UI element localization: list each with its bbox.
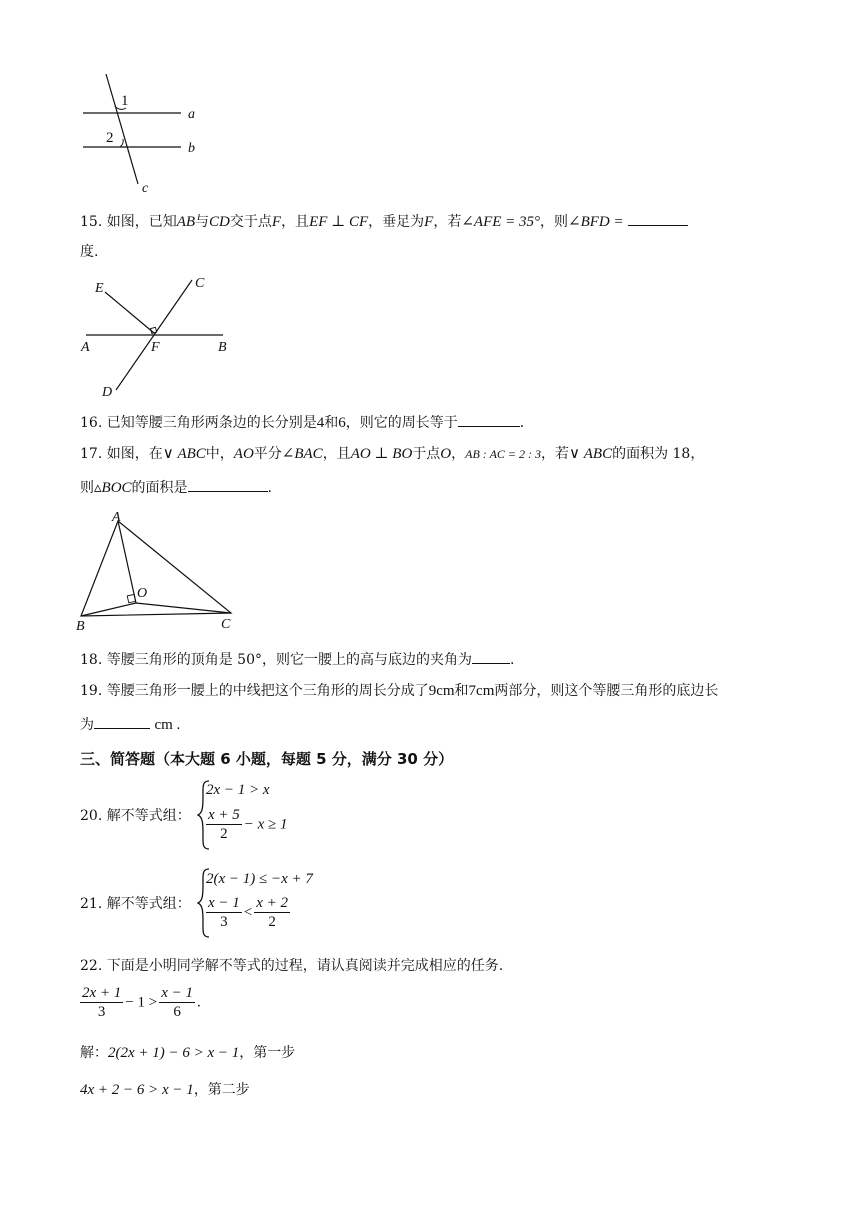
q17-math: AO (233, 446, 254, 462)
q17-text: 平分 (253, 446, 282, 462)
fig14-label-b: b (188, 141, 195, 156)
q22-ineq-mid: − 1 > (125, 994, 158, 1011)
q20-row2 (204, 806, 288, 843)
q22-fraction-1 (80, 984, 123, 1021)
q21-op: < (243, 904, 253, 921)
q17-text: 的面积为 18， (612, 446, 705, 462)
q18-end: . (509, 652, 515, 668)
q17-math: AO ⊥ BO (350, 446, 413, 462)
q22-ineq-end: . (196, 994, 201, 1011)
q18-number: 18. (80, 652, 103, 668)
q22-step2-label: ，第二步 (193, 1082, 250, 1098)
q15-text: ，则 (540, 214, 569, 230)
line-ef (105, 292, 154, 333)
segment-bo (81, 603, 136, 616)
fig15-label-D: D (102, 385, 113, 400)
q21-row2 (204, 894, 292, 931)
question-16 (80, 412, 524, 433)
q17-math: ∠BAC (281, 446, 323, 462)
q21-frac2-den: 2 (268, 914, 276, 930)
q15-math: F (271, 214, 282, 230)
angle-2-arc (120, 139, 123, 147)
fig15-label-E: E (95, 281, 104, 296)
fig14-label-c: c (142, 181, 149, 196)
q15-math: F (424, 214, 434, 230)
q15-math: CD (209, 214, 230, 230)
section-3-heading: 三、简答题（本大题 6 小题，每题 5 分，满分 30 分） (80, 750, 454, 768)
q15-math: EF ⊥ CF (309, 214, 369, 230)
question-20-label (80, 806, 191, 826)
q19-text: 等腰三角形一腰上的中线把这个三角形的周长分成了 (106, 683, 429, 699)
q22-frac1-den: 3 (97, 1004, 106, 1020)
q20-frac-den: 2 (220, 826, 228, 842)
right-angle-mark-o (127, 594, 135, 602)
q19-math: 9cm (428, 683, 455, 699)
q19-text: 两部分，则这个等腰三角形的底边长 (494, 683, 719, 699)
q19-text: 和 (454, 683, 469, 699)
q16-text: 已知等腰三角形两条边的长分别是 (106, 415, 317, 431)
q15-text: ，垂足为 (368, 214, 425, 230)
q19-text: 为 (80, 717, 94, 733)
q22-step2 (80, 1080, 250, 1100)
right-angle-mark (151, 327, 157, 333)
answer-blank-16[interactable] (458, 412, 520, 427)
question-21-label (80, 894, 191, 914)
fig14-label-2: 2 (106, 130, 114, 146)
q15-text: 交于点 (229, 214, 272, 230)
q15-text: 如图，已知 (106, 214, 177, 230)
q17-end: . (267, 480, 272, 496)
answer-blank-18[interactable] (472, 649, 510, 664)
fig15-label-F: F (151, 340, 160, 355)
figure-q17 (74, 506, 244, 636)
q22-step2-expr: 4x + 2 − 6 > x − 1 (80, 1082, 194, 1098)
q17-text: 于点 (412, 446, 441, 462)
q19-math: 7cm (468, 683, 495, 699)
q15-math: ∠BFD = (568, 214, 624, 230)
question-18 (80, 649, 514, 670)
answer-blank-19[interactable] (94, 714, 150, 729)
q21-label-text: 解不等式组： (106, 896, 191, 912)
q22-frac2-num: x − 1 (161, 985, 193, 1001)
q22-step1-label: ，第一步 (239, 1045, 296, 1061)
q16-end: . (519, 415, 525, 431)
q21-fraction-2 (254, 894, 290, 931)
q17-text: ， (451, 446, 466, 462)
q22-text: 下面是小明同学解不等式的过程，请认真阅读并完成相应的任务. (106, 958, 504, 974)
q17-math: AB : AC = 2 : 3 (465, 447, 542, 461)
fig15-label-B: B (218, 340, 227, 355)
q21-number: 21. (80, 896, 103, 912)
line-c (106, 74, 138, 184)
question-22 (80, 956, 503, 976)
fig15-label-A: A (81, 340, 90, 355)
question-15-line2: 度. (80, 244, 99, 260)
q16-number: 16. (80, 415, 103, 431)
q20-fraction (206, 806, 242, 843)
q21-frac1-num: x − 1 (208, 895, 240, 911)
question-17-line2 (80, 477, 272, 498)
q20-frac-num: x + 5 (208, 807, 240, 823)
q16-text: 和 (324, 415, 339, 431)
q21-frac1-den: 3 (220, 914, 228, 930)
q17-math: ∨ ABC (162, 446, 206, 462)
q15-text: 与 (195, 214, 210, 230)
q17-number: 17. (80, 446, 103, 462)
q17-text: 中， (205, 446, 234, 462)
question-19 (80, 681, 718, 701)
fig14-label-1: 1 (121, 93, 129, 109)
q22-frac1-num: 2x + 1 (82, 985, 122, 1001)
question-17 (80, 444, 704, 464)
q19-unit: cm . (154, 717, 181, 733)
figure-q15 (78, 272, 248, 400)
q22-step1-expr: 2(2x + 1) − 6 > x − 1 (108, 1045, 240, 1061)
q15-number: 15. (80, 214, 103, 230)
q22-sol-label: 解： (80, 1045, 108, 1061)
fig17-label-A: A (112, 510, 121, 525)
q22-number: 22. (80, 958, 103, 974)
q16-math: 6 (338, 415, 346, 431)
fig14-label-a: a (188, 107, 195, 122)
q20-ineq-1: 2x − 1 > x (206, 782, 270, 798)
triangle-abc (81, 521, 231, 616)
q16-math: 4 (316, 415, 325, 431)
q19-number: 19. (80, 683, 103, 699)
q20-row1 (206, 780, 270, 800)
question-19-line2 (80, 714, 180, 735)
q17-text: 则 (80, 480, 94, 496)
q15-math: ∠AFE = 35° (461, 214, 541, 230)
q22-step1 (80, 1043, 295, 1063)
q16-text: ，则它的周长等于 (345, 415, 458, 431)
q18-text: 等腰三角形的顶角是 50°，则它一腰上的高与底边的夹角为 (106, 652, 472, 668)
q22-inequality (78, 984, 201, 1021)
fig15-label-C: C (195, 276, 205, 291)
q15-text: ，且 (281, 214, 310, 230)
figure-parallel-lines (78, 66, 218, 196)
q21-fraction-1 (206, 894, 242, 931)
fig17-label-C: C (221, 617, 231, 632)
q17-math: ▵BOC (94, 480, 132, 496)
q20-label-text: 解不等式组： (106, 808, 191, 824)
q17-text: 的面积是 (131, 480, 188, 496)
q21-ineq-1: 2(x − 1) ≤ −x + 7 (206, 871, 313, 887)
q17-text: ，若 (541, 446, 570, 462)
q20-number: 20. (80, 808, 103, 824)
q21-row1 (206, 869, 313, 889)
q17-math: ∨ ABC (569, 446, 613, 462)
q20-ineq-2: − x ≥ 1 (243, 816, 288, 833)
fig17-label-B: B (76, 619, 85, 634)
q17-text: 如图，在 (106, 446, 163, 462)
q22-fraction-2 (159, 984, 195, 1021)
q15-math: AB (176, 214, 196, 230)
segment-co (136, 603, 231, 613)
fig17-label-O: O (137, 586, 148, 601)
q17-math: O (440, 446, 452, 462)
q21-frac2-num: x + 2 (256, 895, 289, 911)
q17-text: ，且 (322, 446, 351, 462)
answer-blank-17[interactable] (188, 477, 268, 492)
question-15 (80, 211, 688, 232)
q15-text: ，若 (433, 214, 462, 230)
answer-blank-15[interactable] (628, 211, 688, 226)
q22-frac2-den: 6 (173, 1004, 181, 1020)
